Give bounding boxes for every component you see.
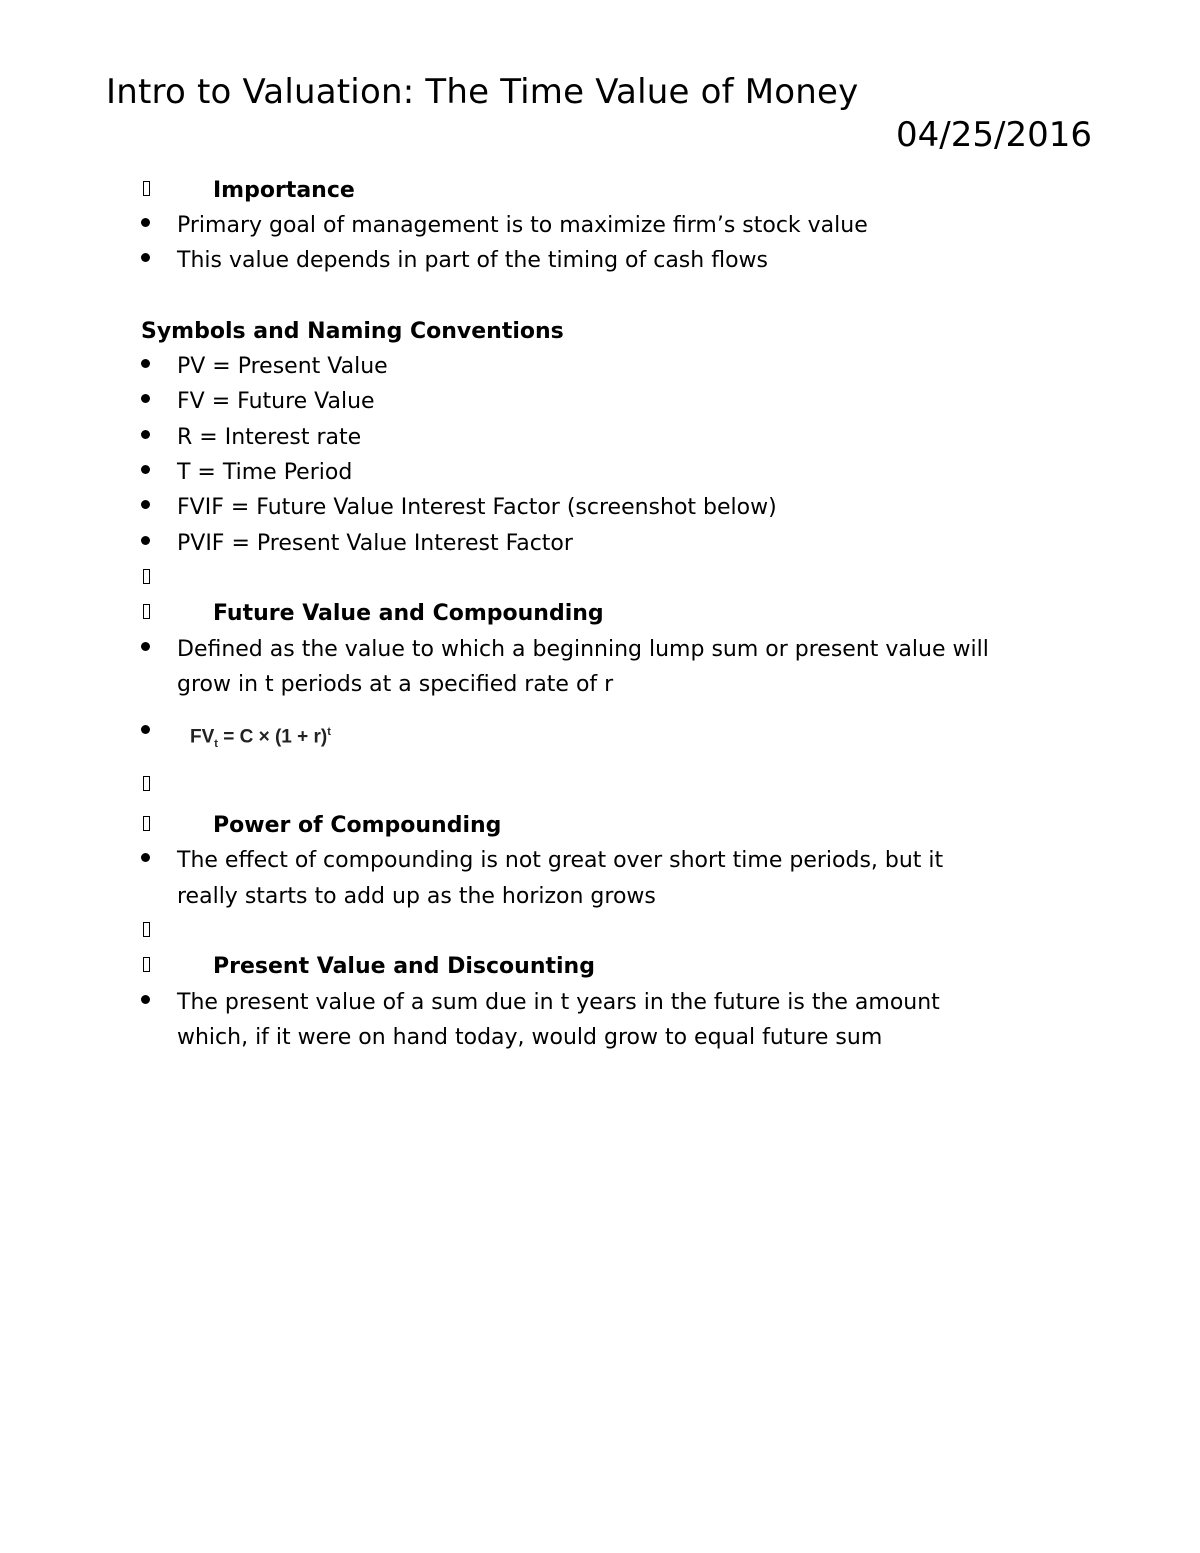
present-value-heading: Present Value and Discounting <box>213 954 595 979</box>
symbols-heading-row <box>0 314 1200 349</box>
list-item <box>0 526 1200 561</box>
present-value-heading-row <box>0 949 1200 984</box>
missing-glyph-icon <box>143 776 150 791</box>
list-item-text: The present value of a sum due in t years in the future is the amount <box>177 990 940 1015</box>
list-item-text: grow in t periods at a specified rate of r <box>177 672 614 697</box>
future-value-formula: $FV_t = C \times (1 + r)^t$ <box>190 726 331 751</box>
list-item <box>0 349 1200 384</box>
list-item <box>0 208 1200 243</box>
list-item-text: FVIF = Future Value Interest Factor (screenshot below) <box>177 495 777 520</box>
list-item-text: PVIF = Present Value Interest Factor <box>177 531 573 556</box>
importance-heading-row <box>0 173 1200 208</box>
symbols-heading: Symbols and Naming Conventions <box>141 319 564 344</box>
missing-glyph-icon <box>143 604 150 619</box>
list-item-text: This value depends in part of the timing of cash flows <box>177 248 768 273</box>
empty-row <box>0 561 1200 596</box>
missing-glyph-icon <box>143 569 150 584</box>
future-value-heading: Future Value and Compounding <box>213 601 604 626</box>
list-item-text: Defined as the value to which a beginning lump sum or present value will <box>177 637 989 662</box>
list-item <box>0 490 1200 525</box>
list-item-continuation <box>0 879 1200 914</box>
list-item-continuation <box>0 1020 1200 1055</box>
list-item <box>0 455 1200 490</box>
list-item-text: Primary goal of management is to maximize firm’s stock value <box>177 213 868 238</box>
empty-row <box>0 768 1200 803</box>
list-item <box>0 632 1200 667</box>
missing-glyph-icon <box>143 922 150 937</box>
list-item-text: which, if it were on hand today, would grow to equal future sum <box>177 1025 883 1050</box>
list-item-text: FV = Future Value <box>177 389 375 414</box>
list-item-text: T = Time Period <box>177 460 353 485</box>
list-item-text: The effect of compounding is not great over short time periods, but it <box>177 848 944 873</box>
missing-glyph-icon <box>143 181 150 196</box>
page-title: Intro to Valuation: The Time Value of Money <box>106 72 859 112</box>
empty-row <box>0 914 1200 949</box>
list-item <box>0 843 1200 878</box>
power-heading-row <box>0 808 1200 843</box>
list-item-text: really starts to add up as the horizon grows <box>177 884 656 909</box>
formula-row <box>0 715 1200 750</box>
list-item <box>0 985 1200 1020</box>
missing-glyph-icon <box>143 816 150 831</box>
power-heading: Power of Compounding <box>213 813 502 838</box>
list-item <box>0 384 1200 419</box>
list-item-text: R = Interest rate <box>177 425 362 450</box>
list-item <box>0 243 1200 278</box>
missing-glyph-icon <box>143 957 150 972</box>
list-item-text: PV = Present Value <box>177 354 388 379</box>
list-item-continuation <box>0 667 1200 702</box>
list-item <box>0 420 1200 455</box>
importance-heading: Importance <box>213 178 355 203</box>
document-date: 04/25/2016 <box>896 115 1092 155</box>
future-value-heading-row <box>0 596 1200 631</box>
